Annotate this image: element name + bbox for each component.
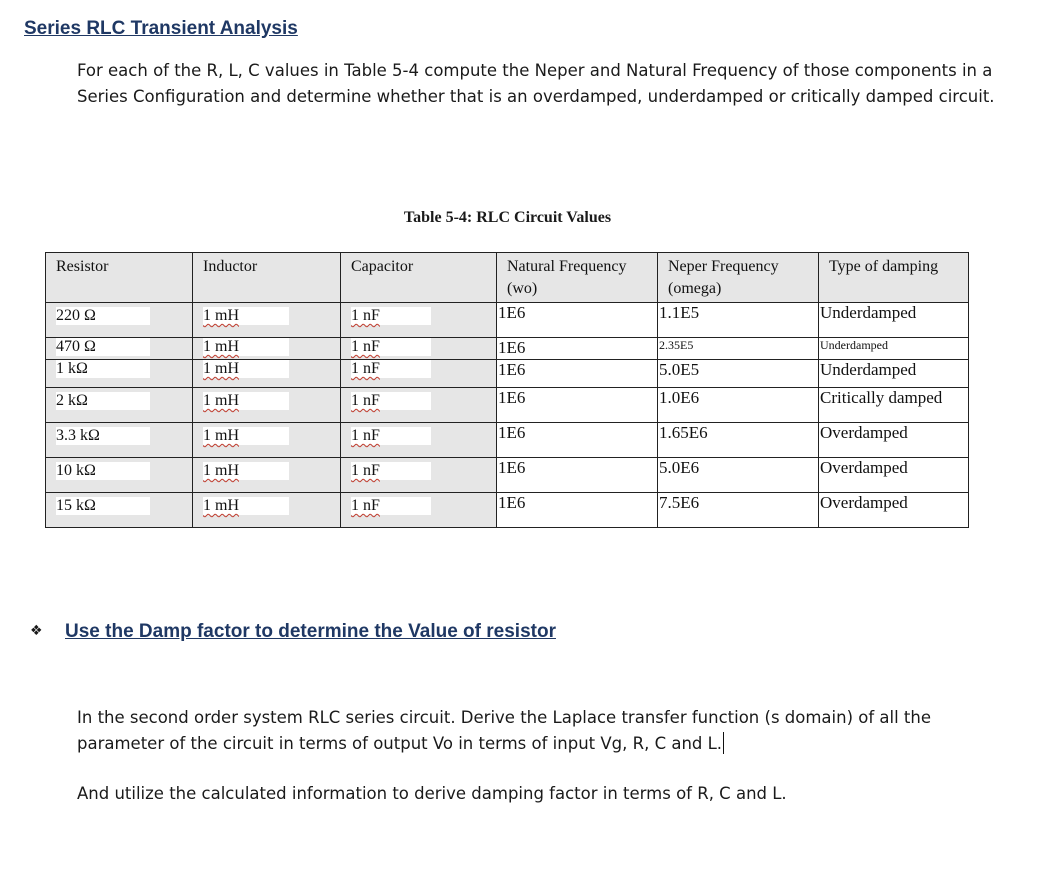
natural-frequency-value: 1E6 [497, 458, 658, 493]
capacitor-value: 1 nF [351, 462, 380, 479]
neper-frequency-value: 2.35E5 [658, 338, 819, 360]
natural-frequency-value: 1E6 [497, 493, 658, 528]
resistor-value: 470 Ω [56, 338, 150, 356]
col-header-resistor: Resistor [46, 253, 193, 303]
natural-frequency-value: 1E6 [497, 360, 658, 388]
col-header-neper-frequency: Neper Frequency (omega) [658, 253, 819, 303]
damping-type-value: Underdamped [819, 338, 969, 360]
capacitor-cell [341, 360, 497, 388]
capacitor-cell [341, 388, 497, 423]
natural-frequency-value: 1E6 [497, 423, 658, 458]
inductor-cell [193, 458, 341, 493]
natural-frequency-value: 1E6 [497, 338, 658, 360]
capacitor-value: 1 nF [351, 338, 380, 355]
natural-frequency-value: 1E6 [497, 388, 658, 423]
table-row [46, 388, 969, 423]
intro-paragraph: For each of the R, L, C values in Table 5-4 compute the Neper and Natural Frequency of those components in a Series Configuration and determine whether that is an overdamped, underdamped or critically damped circuit. [77, 61, 995, 106]
damping-type-value: Underdamped [819, 303, 969, 338]
col-header-damping: Type of damping [819, 253, 969, 303]
damping-type-value: Overdamped [819, 423, 969, 458]
neper-frequency-value: 7.5E6 [658, 493, 819, 528]
table-row [46, 423, 969, 458]
resistor-cell [46, 493, 193, 528]
inductor-cell [193, 388, 341, 423]
inductor-cell [193, 493, 341, 528]
resistor-value: 2 kΩ [56, 392, 150, 410]
inductor-value: 1 mH [203, 462, 239, 479]
table-row [46, 303, 969, 338]
table-row [46, 338, 969, 360]
capacitor-value: 1 nF [351, 307, 380, 324]
diamond-bullet-icon: ❖ [30, 623, 43, 639]
text-cursor [723, 732, 724, 754]
table-caption: Table 5-4: RLC Circuit Values [403, 209, 612, 226]
neper-frequency-value: 1.65E6 [658, 423, 819, 458]
capacitor-value: 1 nF [351, 392, 380, 409]
damping-type-value: Overdamped [819, 493, 969, 528]
capacitor-value: 1 nF [351, 360, 380, 377]
inductor-value: 1 mH [203, 307, 239, 324]
bullet-heading: Use the Damp factor to determine the Value of resistor [65, 621, 556, 642]
col-header-capacitor: Capacitor [341, 253, 497, 303]
resistor-value: 220 Ω [56, 307, 150, 325]
resistor-cell [46, 303, 193, 338]
table-header-row [46, 253, 969, 303]
table-row [46, 493, 969, 528]
col-header-natural-frequency: Natural Frequency (wo) [497, 253, 658, 303]
inductor-value: 1 mH [203, 392, 239, 409]
capacitor-cell [341, 423, 497, 458]
resistor-cell [46, 360, 193, 388]
capacitor-value: 1 nF [351, 497, 380, 514]
capacitor-cell [341, 338, 497, 360]
inductor-cell [193, 360, 341, 388]
resistor-value: 3.3 kΩ [56, 427, 150, 445]
neper-frequency-value: 1.1E5 [658, 303, 819, 338]
natural-frequency-value: 1E6 [497, 303, 658, 338]
resistor-cell [46, 458, 193, 493]
resistor-cell [46, 388, 193, 423]
table-row [46, 458, 969, 493]
col-header-inductor: Inductor [193, 253, 341, 303]
capacitor-value: 1 nF [351, 427, 380, 444]
resistor-cell [46, 423, 193, 458]
inductor-cell [193, 338, 341, 360]
resistor-cell [46, 338, 193, 360]
capacitor-cell [341, 493, 497, 528]
damping-paragraph: And utilize the calculated information to derive damping factor in terms of R, C and L. [77, 784, 787, 803]
resistor-value: 10 kΩ [56, 462, 150, 480]
neper-frequency-value: 5.0E6 [658, 458, 819, 493]
capacitor-cell [341, 458, 497, 493]
damping-type-value: Underdamped [819, 360, 969, 388]
inductor-value: 1 mH [203, 360, 239, 377]
resistor-value: 1 kΩ [56, 360, 150, 378]
rlc-values-table [45, 252, 969, 528]
bullet-item [30, 621, 556, 643]
inductor-value: 1 mH [203, 497, 239, 514]
page-title: Series RLC Transient Analysis [24, 18, 298, 39]
neper-frequency-value: 1.0E6 [658, 388, 819, 423]
damping-type-value: Critically damped [819, 388, 969, 423]
neper-frequency-value: 5.0E5 [658, 360, 819, 388]
inductor-cell [193, 303, 341, 338]
inductor-cell [193, 423, 341, 458]
resistor-value: 15 kΩ [56, 497, 150, 515]
capacitor-cell [341, 303, 497, 338]
damping-type-value: Overdamped [819, 458, 969, 493]
laplace-paragraph-text: In the second order system RLC series circuit. Derive the Laplace transfer function (s domain) of all the parameter of the circuit in terms of output Vo in terms of input Vg, R, C and L. [77, 708, 932, 753]
inductor-value: 1 mH [203, 338, 239, 355]
table-row [46, 360, 969, 388]
inductor-value: 1 mH [203, 427, 239, 444]
laplace-paragraph[interactable] [77, 705, 1007, 757]
